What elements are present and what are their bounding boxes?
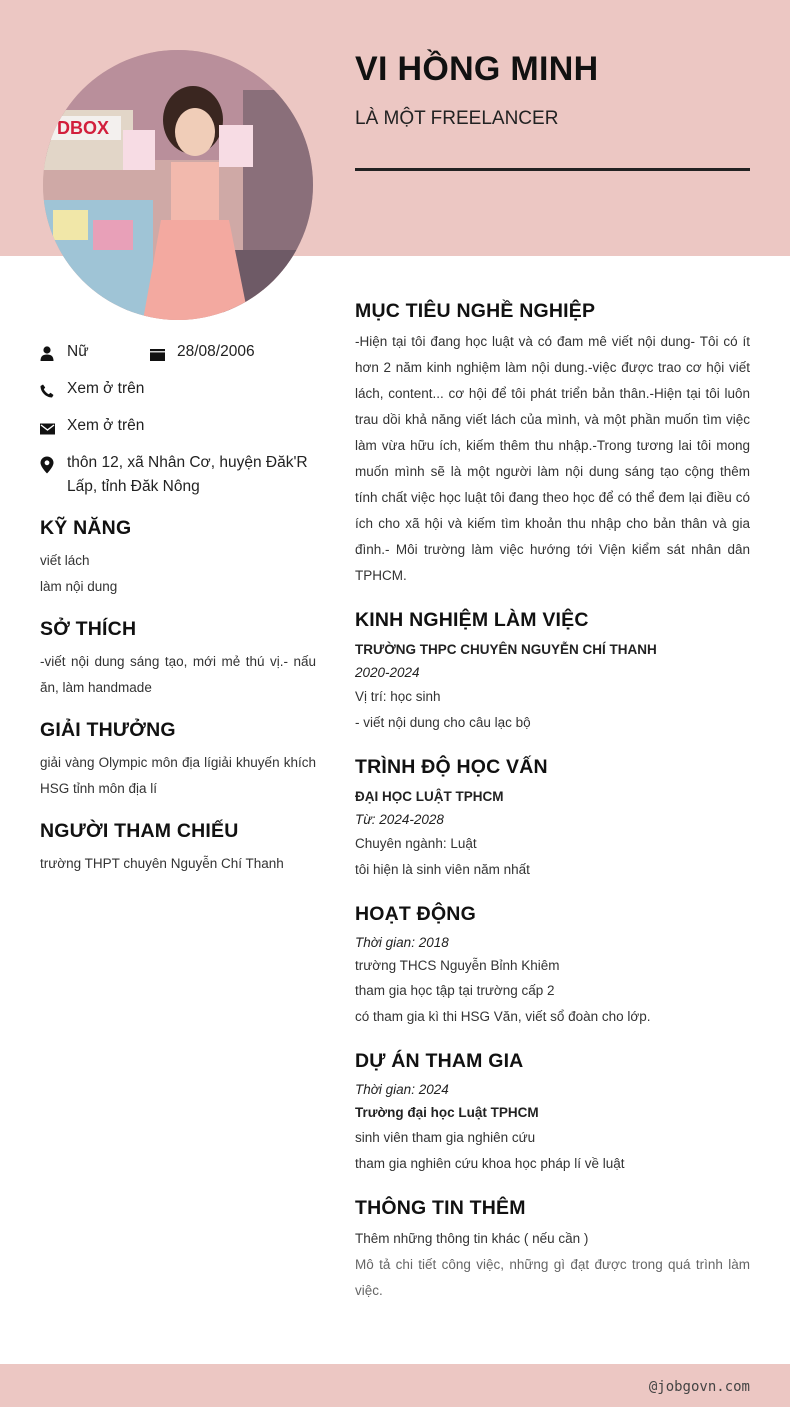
profile-photo: [43, 50, 313, 320]
address-row: [40, 451, 316, 499]
education-school: ĐẠI HỌC LUẬT TPHCM: [355, 789, 504, 804]
experience-org: TRƯỜNG THPC CHUYÊN NGUYỄN CHÍ THANH: [355, 642, 657, 657]
phone-row: [40, 377, 316, 406]
experience-section: [355, 609, 750, 736]
activities-heading: HOẠT ĐỘNG: [355, 903, 476, 925]
email-value: Xem ở trên: [67, 417, 145, 434]
objective-text: -Hiện tại tôi đang học luật và có đam mê viết nội dung- Tôi có ít hơn 2 năm kinh nghiệm làm nội dung.-việc được trao cơ hội viết lách, content... cơ hội để tôi phát triển bản thân.-Hiện tại tôi luôn trau dồi khả năng viết lách của mình, và một phần muốn tìm việc làm vừa hữu ích, kiếm thêm thu nhập.-Trong tương lai tôi mong muốn mình sẽ là một người làm nội dung sáng tạo cộng thêm tính chất việc học luật tôi đang theo học để có thể đem lại điều có ích cho xã hội và kiếm tìm khoản thu nhập cho bản thân và gia đình.- Môi trường làm việc hướng tới Viện kiểm sát nhân dân TPHCM.: [355, 334, 750, 583]
awards-heading: GIẢI THƯỞNG: [40, 719, 176, 741]
gender-birthdate-row: [40, 340, 316, 369]
activities-place: trường THCS Nguyễn Bỉnh Khiêm: [355, 958, 560, 973]
projects-section: [355, 1050, 750, 1177]
phone-value: Xem ở trên: [67, 380, 145, 397]
email-icon: [40, 414, 67, 443]
skill-item: viết lách: [40, 553, 90, 568]
header-divider: [355, 168, 750, 171]
gender-value: Nữ: [67, 343, 89, 360]
education-section: [355, 756, 750, 883]
calendar-icon: [150, 340, 177, 369]
hobbies-text: -viết nội dung sáng tạo, mới mẻ thú vị.- nấu ăn, làm handmade: [40, 654, 316, 695]
projects-line: tham gia nghiên cứu khoa học pháp lí về luật: [355, 1156, 625, 1171]
activities-period: Thời gian: 2018: [355, 935, 449, 950]
projects-line: sinh viên tham gia nghiên cứu: [355, 1130, 536, 1145]
objective-heading: MỤC TIÊU NGHỀ NGHIỆP: [355, 300, 596, 322]
education-note: tôi hiện là sinh viên năm nhất: [355, 862, 530, 877]
education-period: Từ: 2024-2028: [355, 812, 444, 827]
profile-photo-illustration: [43, 50, 313, 320]
more-info-heading: THÔNG TIN THÊM: [355, 1197, 526, 1219]
projects-org: Trường đại học Luật TPHCM: [355, 1105, 539, 1120]
person-icon: [40, 340, 67, 369]
footer-brand: @jobgovn.com: [648, 1379, 750, 1395]
skills-heading: KỸ NĂNG: [40, 517, 132, 539]
experience-desc: - viết nội dung cho câu lạc bộ: [355, 715, 531, 730]
phone-icon: [40, 377, 67, 406]
projects-period: Thời gian: 2024: [355, 1082, 449, 1097]
birthdate-field: [150, 340, 255, 369]
awards-text: giải vàng Olympic môn địa lígiải khuyến khích HSG tỉnh môn địa lí: [40, 755, 316, 796]
email-row: [40, 414, 316, 443]
education-heading: TRÌNH ĐỘ HỌC VẤN: [355, 756, 548, 778]
more-info-description: Mô tả chi tiết công việc, những gì đạt được trong quá trình làm việc.: [355, 1257, 750, 1298]
activities-section: [355, 903, 750, 1030]
experience-heading: KINH NGHIỆM LÀM VIỆC: [355, 609, 589, 631]
hobbies-heading: SỞ THÍCH: [40, 618, 137, 640]
birthdate-value: 28/08/2006: [177, 343, 255, 360]
references-text: trường THPT chuyên Nguyễn Chí Thanh: [40, 856, 284, 871]
activities-line: có tham gia kì thi HSG Văn, viết sổ đoàn cho lớp.: [355, 1009, 651, 1024]
experience-period: 2020-2024: [355, 665, 420, 680]
right-column: [355, 300, 750, 1324]
candidate-name: VI HỒNG MINH: [355, 50, 599, 88]
activities-line: tham gia học tập tại trường cấp 2: [355, 983, 555, 998]
more-info-line: Thêm những thông tin khác ( nếu cần ): [355, 1231, 589, 1246]
left-column: [40, 340, 316, 877]
education-major: Chuyên ngành: Luật: [355, 836, 477, 851]
candidate-tagline: LÀ MỘT FREELANCER: [355, 108, 559, 129]
skill-item: làm nội dung: [40, 579, 118, 594]
svg-text:DBOX: DBOX: [57, 118, 110, 138]
gender-field: [40, 340, 150, 369]
address-value: thôn 12, xã Nhân Cơ, huyện Đăk'R Lấp, tỉnh Đăk Nông: [67, 454, 308, 495]
map-pin-icon: [40, 451, 67, 482]
more-info-section: [355, 1197, 750, 1304]
experience-position: Vị trí: học sinh: [355, 689, 441, 704]
projects-heading: DỰ ÁN THAM GIA: [355, 1050, 524, 1072]
references-heading: NGƯỜI THAM CHIẾU: [40, 820, 239, 842]
objective-section: [355, 300, 750, 589]
